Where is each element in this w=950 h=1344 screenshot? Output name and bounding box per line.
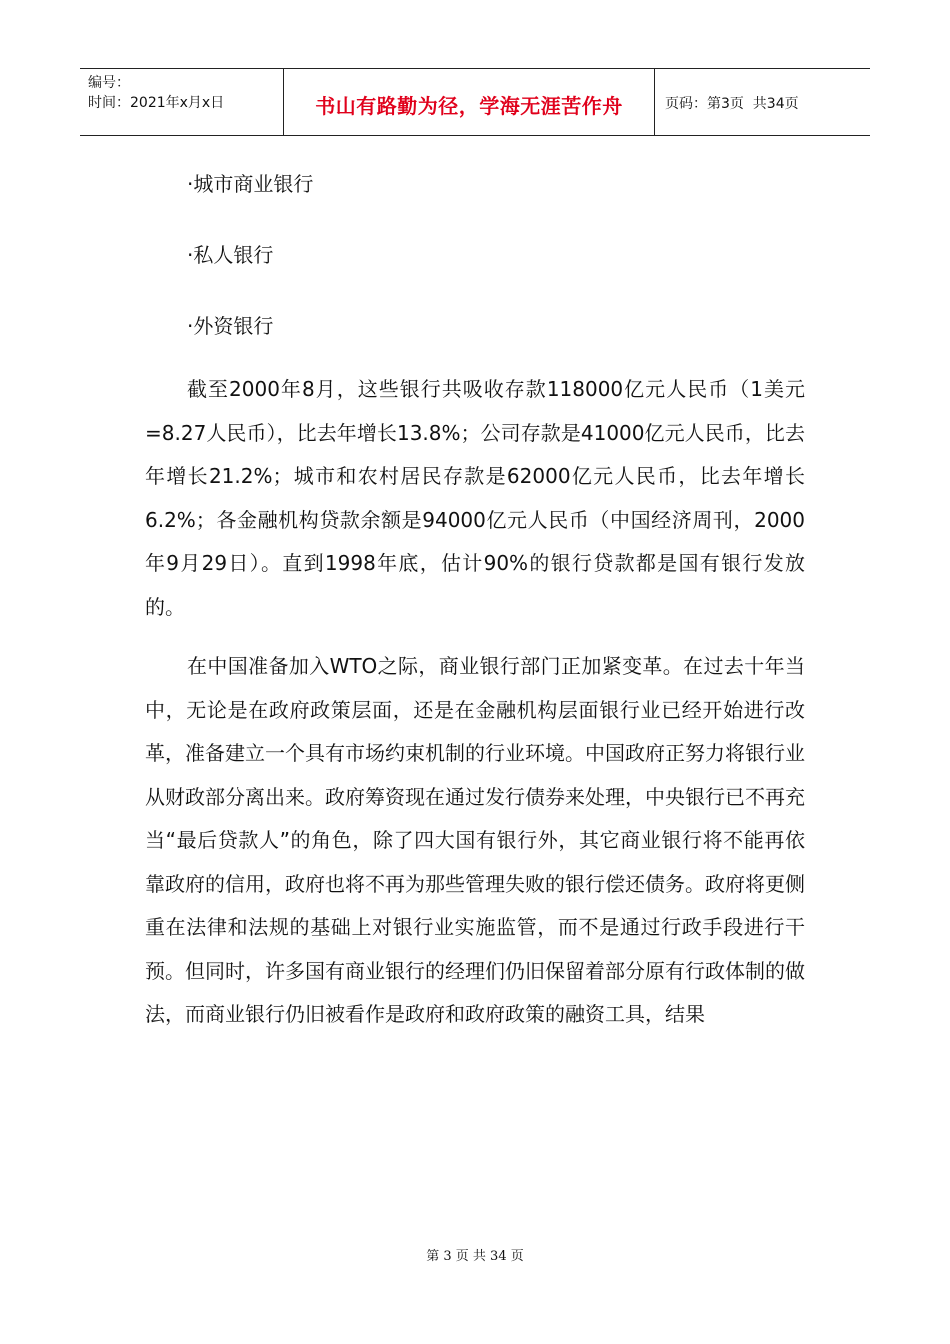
header-page-info: 页码：第3页 共34页 <box>665 96 799 112</box>
page-header <box>80 68 870 136</box>
document-body <box>145 160 805 1053</box>
document-number-label: 编号： <box>88 75 130 91</box>
header-motto-cell <box>283 69 655 135</box>
list-item: ·城市商业银行 <box>187 172 314 196</box>
page-footer: 第 3 页 共 34 页 <box>426 1249 524 1264</box>
document-time-label: 时间：2021年x月x日 <box>88 95 225 111</box>
header-motto: 书山有路勤为径，学海无涯苦作舟 <box>315 93 623 118</box>
header-page-info-cell <box>655 69 870 135</box>
list-item: ·外资银行 <box>187 314 274 338</box>
body-paragraph: 截至2000年8月，这些银行共吸收存款118000亿元人民币（1美元=8.27人民币），比去年增长13.8%；公司存款是41000亿元人民币，比去年增长21.2%；城市和农村居民存款是62000亿元人民币，比去年增长6.2%；各金融机构贷款余额是94000亿元人民币（中国经济周刊，2000年9月29日）。直到1998年底，估计90%的银行贷款都是国有银行发放的。 <box>145 377 805 619</box>
header-meta <box>80 69 283 135</box>
list-item: ·私人银行 <box>187 243 274 267</box>
body-paragraph: 在中国准备加入WTO之际，商业银行部门正加紧变革。在过去十年当中，无论是在政府政策层面，还是在金融机构层面银行业已经开始进行改革，准备建立一个具有市场约束机制的行业环境。中国政府正努力将银行业从财政部分离出来。政府筹资现在通过发行债券来处理，中央银行已不再充当“最后贷款人”的角色，除了四大国有银行外，其它商业银行将不能再依靠政府的信用，政府也将不再为那些管理失败的银行偿还债务。政府将更侧重在法律和法规的基础上对银行业实施监管，而不是通过行政手段进行干预。但同时，许多国有商业银行的经理们仍旧保留着部分原有行政体制的做法，而商业银行仍旧被看作是政府和政府政策的融资工具，结果 <box>145 654 805 1026</box>
